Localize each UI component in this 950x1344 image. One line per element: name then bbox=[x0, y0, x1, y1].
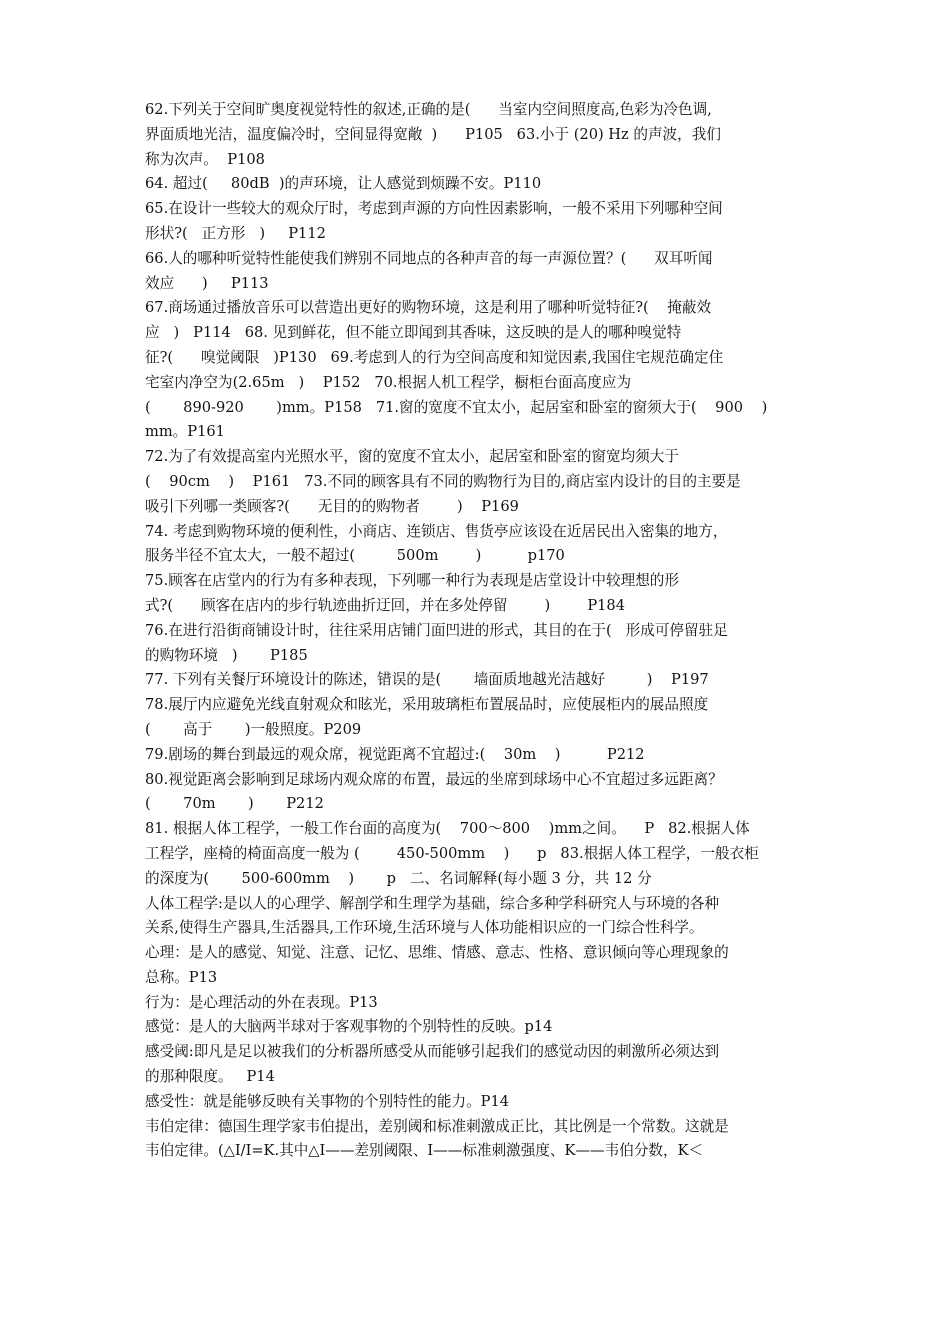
text-line: 75.顾客在店堂内的行为有多种表现，下列哪一种行为表现是店堂设计中较理想的形 bbox=[145, 572, 679, 590]
text-line: 宅室内净空为(2.65m ) P152 70.根据人机工程学，橱柜台面高度应为 bbox=[145, 373, 632, 391]
text-line: 的深度为( 500-600mm ) p 二、名词解释(每小题 3 分，共 12 分 bbox=[145, 869, 652, 887]
text-line: mm。P161 bbox=[145, 423, 225, 441]
text-line: 人体工程学:是以人的心理学、解剖学和生理学为基础，综合多种学科研究人与环境的各种 bbox=[145, 894, 720, 912]
text-line: 式?( 顾客在店内的步行轨迹曲折迂回，并在多处停留 ) P184 bbox=[145, 596, 626, 614]
text-line: 吸引下列哪一类顾客?( 无目的的购物者 ) P169 bbox=[145, 497, 519, 515]
text-line: 66.人的哪种听觉特性能使我们辨别不同地点的各种声音的每一声源位置？( 双耳听闻 bbox=[145, 249, 713, 267]
text-line: 心理：是人的感觉、知觉、注意、记忆、思维、情感、意志、性格、意识倾向等心理现象的 bbox=[145, 944, 729, 962]
text-line: 效应 ) P113 bbox=[145, 274, 269, 292]
text-line: ( 890-920 )mm。P158 71.窗的宽度不宜太小，起居室和卧室的窗须大于( 900 ) bbox=[145, 398, 768, 416]
text-line: 应 ) P114 68. 见到鲜花，但不能立即闻到其香味，这反映的是人的哪种嗅觉特 bbox=[145, 324, 682, 342]
text-line: 韦伯定律。(△I/I=K.其中△I——差别阈限、I——标准刺激强度、K——韦伯分数，K＜ bbox=[145, 1142, 704, 1160]
text-line: ( 90cm ) P161 73.不同的顾客具有不同的购物行为目的,商店室内设计的目的主要是 bbox=[145, 472, 741, 490]
text-line: 80.视觉距离会影响到足球场内观众席的布置，最远的坐席到球场中心不宜超过多远距离？ bbox=[145, 770, 723, 788]
text-line: 感受性：就是能够反映有关事物的个别特性的能力。P14 bbox=[145, 1092, 510, 1110]
text-line: ( 高于 )一般照度。P209 bbox=[145, 720, 362, 738]
text-line: 79.剧场的舞台到最远的观众席，视觉距离不宜超过:( 30m ) P212 bbox=[145, 745, 645, 763]
text-line: ( 70m ) P212 bbox=[145, 795, 324, 813]
text-line: 行为：是心理活动的外在表现。P13 bbox=[145, 993, 378, 1011]
text-line: 形状?( 正方形 ) P112 bbox=[145, 224, 326, 242]
text-line: 感觉：是人的大脑两半球对于客观事物的个别特性的反映。p14 bbox=[145, 1018, 553, 1036]
document-page bbox=[145, 98, 825, 1164]
text-line: 62.下列关于空间旷奥度视觉特性的叙述,正确的是( 当室内空间照度高,色彩为冷色调, bbox=[145, 101, 712, 118]
text-line: 韦伯定律：德国生理学家韦伯提出，差别阈和标准刺激成正比，其比例是一个常数。这就是 bbox=[145, 1117, 729, 1135]
text-line: 征?( 嗅觉阈限 )P130 69.考虑到人的行为空间高度和知觉因素,我国住宅规范确定住 bbox=[145, 348, 724, 366]
text-line: 总称。P13 bbox=[145, 968, 218, 986]
text-line: 工程学，座椅的椅面高度一般为 ( 450-500mm ) p 83.根据人体工程学，一般衣柜 bbox=[145, 844, 759, 862]
text-line: 界面质地光洁，温度偏冷时，空间显得宽敞 ) P105 63.小于 (20) Hz 的声波，我们 bbox=[145, 125, 721, 143]
text-line: 称为次声。 P108 bbox=[145, 150, 265, 168]
text-line: 78.展厅内应避免光线直射观众和眩光，采用玻璃柜布置展品时，应使展柜内的展品照度 bbox=[145, 696, 709, 714]
text-line: 64. 超过( 80dB )的声环境，让人感觉到烦躁不安。P110 bbox=[145, 175, 542, 193]
text-line: 服务半径不宜太大，一般不超过( 500m ) p170 bbox=[145, 547, 565, 565]
text-line: 74. 考虑到购物环境的便利性，小商店、连锁店、售货亭应该设在近居民出入密集的地方， bbox=[145, 522, 728, 540]
text-line: 感受阈:即凡是足以被我们的分析器所感受从而能够引起我们的感觉动因的刺激所必须达到 bbox=[145, 1043, 720, 1061]
text-line: 的购物环境 ) P185 bbox=[145, 646, 308, 664]
text-line: 76.在进行沿街商铺设计时，往往采用店铺门面凹进的形式，其目的在于( 形成可停留驻足 bbox=[145, 621, 728, 639]
text-line: 67.商场通过播放音乐可以营造出更好的购物环境，这是利用了哪种听觉特征?( 掩蔽效 bbox=[145, 299, 712, 317]
text-line: 81. 根据人体工程学，一般工作台面的高度为( 700～800 )mm之间。 P 82.根据人体 bbox=[145, 820, 750, 838]
text-line: 77. 下列有关餐厅环境设计的陈述，错误的是( 墙面质地越光洁越好 ) P197 bbox=[145, 671, 709, 689]
text-line: 关系,使得生产器具,生活器具,工作环境,生活环境与人体功能相识应的一门综合性科学。 bbox=[145, 919, 704, 937]
text-line: 72.为了有效提高室内光照水平，窗的宽度不宜太小，起居室和卧室的窗宽均须大于 bbox=[145, 448, 679, 466]
text-line: 65.在设计一些较大的观众厅时，考虑到声源的方向性因素影响，一般不采用下列哪种空间 bbox=[145, 200, 723, 218]
text-line: 的那种限度。 P14 bbox=[145, 1068, 275, 1086]
